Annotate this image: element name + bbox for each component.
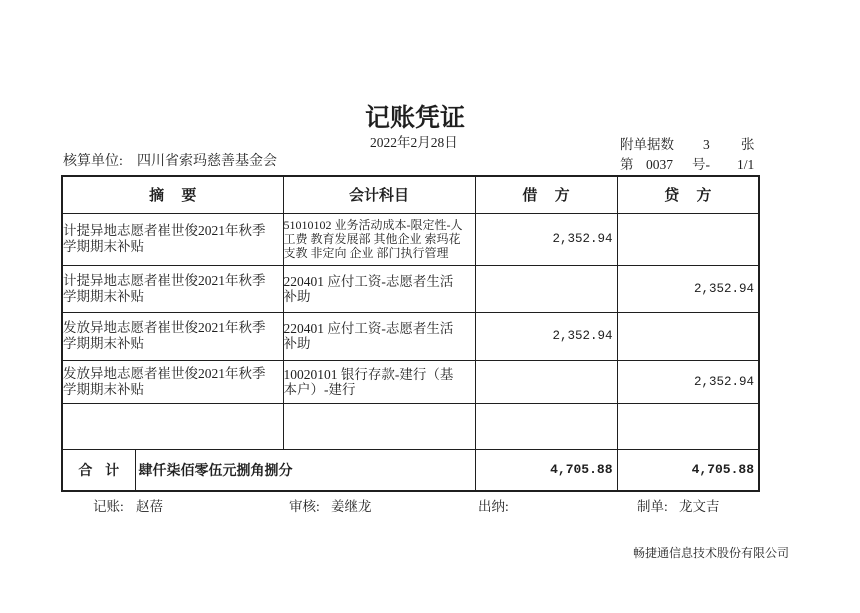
total-row xyxy=(62,449,759,491)
entry-debit: 2,352.94 xyxy=(475,312,617,360)
entry-account xyxy=(283,213,475,265)
account-line: 补助 xyxy=(283,288,311,304)
preparer-label: 制单: xyxy=(637,499,668,514)
entry-row-empty xyxy=(62,403,759,449)
total-label: 合 计 xyxy=(62,449,135,491)
voucher-date: 2022年2月28日 xyxy=(370,135,458,150)
entry-account xyxy=(283,403,475,449)
attachments-label: 附单据数 xyxy=(620,137,674,152)
entry-summary xyxy=(62,213,283,265)
entry-row xyxy=(62,360,759,403)
reviewer-name: 姜继龙 xyxy=(331,499,372,514)
cashier-label: 出纳: xyxy=(478,499,509,514)
attachments-unit: 张 xyxy=(741,137,755,152)
account-line: 51010102 业务活动成本-限定性-人 xyxy=(283,218,463,232)
attachments-count: 3 xyxy=(703,137,710,152)
bookkeeper-label: 记账: xyxy=(93,499,124,514)
account-line: 220401 应付工资-志愿者生活 xyxy=(283,273,454,289)
entry-account xyxy=(283,360,475,403)
entry-credit xyxy=(617,403,759,449)
entry-credit xyxy=(617,213,759,265)
summary-line: 发放异地志愿者崔世俊2021年秋季 xyxy=(63,365,266,381)
voucher-table xyxy=(61,175,760,492)
account-line: 支教 非定向 企业 部门执行管理 xyxy=(283,246,449,260)
account-line: 补助 xyxy=(283,336,311,351)
voucher-number: 0037 xyxy=(646,157,673,172)
header-debit: 借 方 xyxy=(475,176,617,213)
summary-line: 学期期末补贴 xyxy=(63,288,144,304)
entry-account xyxy=(283,312,475,360)
summary-line: 学期期末补贴 xyxy=(63,239,144,254)
header-credit: 贷 方 xyxy=(617,176,759,213)
entry-debit xyxy=(475,360,617,403)
entry-summary xyxy=(62,360,283,403)
entity-label: 核算单位: xyxy=(63,154,123,169)
entry-debit xyxy=(475,265,617,312)
entry-summary xyxy=(62,312,283,360)
summary-line: 学期期末补贴 xyxy=(63,336,144,351)
entry-summary xyxy=(62,403,283,449)
voucher-page-count: 1/1 xyxy=(737,157,755,172)
entry-credit xyxy=(617,312,759,360)
header-summary: 摘 要 xyxy=(62,176,283,213)
account-line: 本户）-建行 xyxy=(283,381,356,397)
voucher-number-suffix: 号- xyxy=(692,157,710,172)
summary-line: 发放异地志愿者崔世俊2021年秋季 xyxy=(63,320,266,335)
total-amount-in-words: 肆仟柒佰零伍元捌角捌分 xyxy=(135,449,475,491)
entry-row xyxy=(62,213,759,265)
entry-row xyxy=(62,312,759,360)
voucher-title: 记账凭证 xyxy=(365,103,466,132)
total-credit: 4,705.88 xyxy=(617,449,759,491)
entry-summary xyxy=(62,265,283,312)
entry-credit: 2,352.94 xyxy=(617,265,759,312)
entity-name: 四川省索玛慈善基金会 xyxy=(137,154,277,169)
entry-row xyxy=(62,265,759,312)
entry-debit xyxy=(475,403,617,449)
header-account: 会计科目 xyxy=(283,176,475,213)
total-debit: 4,705.88 xyxy=(475,449,617,491)
voucher-number-prefix: 第 xyxy=(620,157,634,172)
bookkeeper-name: 赵蓓 xyxy=(136,499,163,514)
account-line: 10020101 银行存款-建行（基 xyxy=(283,366,454,382)
account-line: 工费 教育发展部 其他企业 索玛花 xyxy=(283,232,461,246)
entry-debit: 2,352.94 xyxy=(475,213,617,265)
entry-account xyxy=(283,265,475,312)
software-company: 畅捷通信息技术股份有限公司 xyxy=(633,546,790,560)
summary-line: 学期期末补贴 xyxy=(63,381,144,397)
entry-credit: 2,352.94 xyxy=(617,360,759,403)
reviewer-label: 审核: xyxy=(289,499,320,514)
account-line: 220401 应付工资-志愿者生活 xyxy=(283,321,454,336)
summary-line: 计提异地志愿者崔世俊2021年秋季 xyxy=(63,223,266,238)
preparer-name: 龙文吉 xyxy=(679,499,720,514)
summary-line: 计提异地志愿者崔世俊2021年秋季 xyxy=(63,272,266,288)
table-header-row xyxy=(62,176,759,213)
